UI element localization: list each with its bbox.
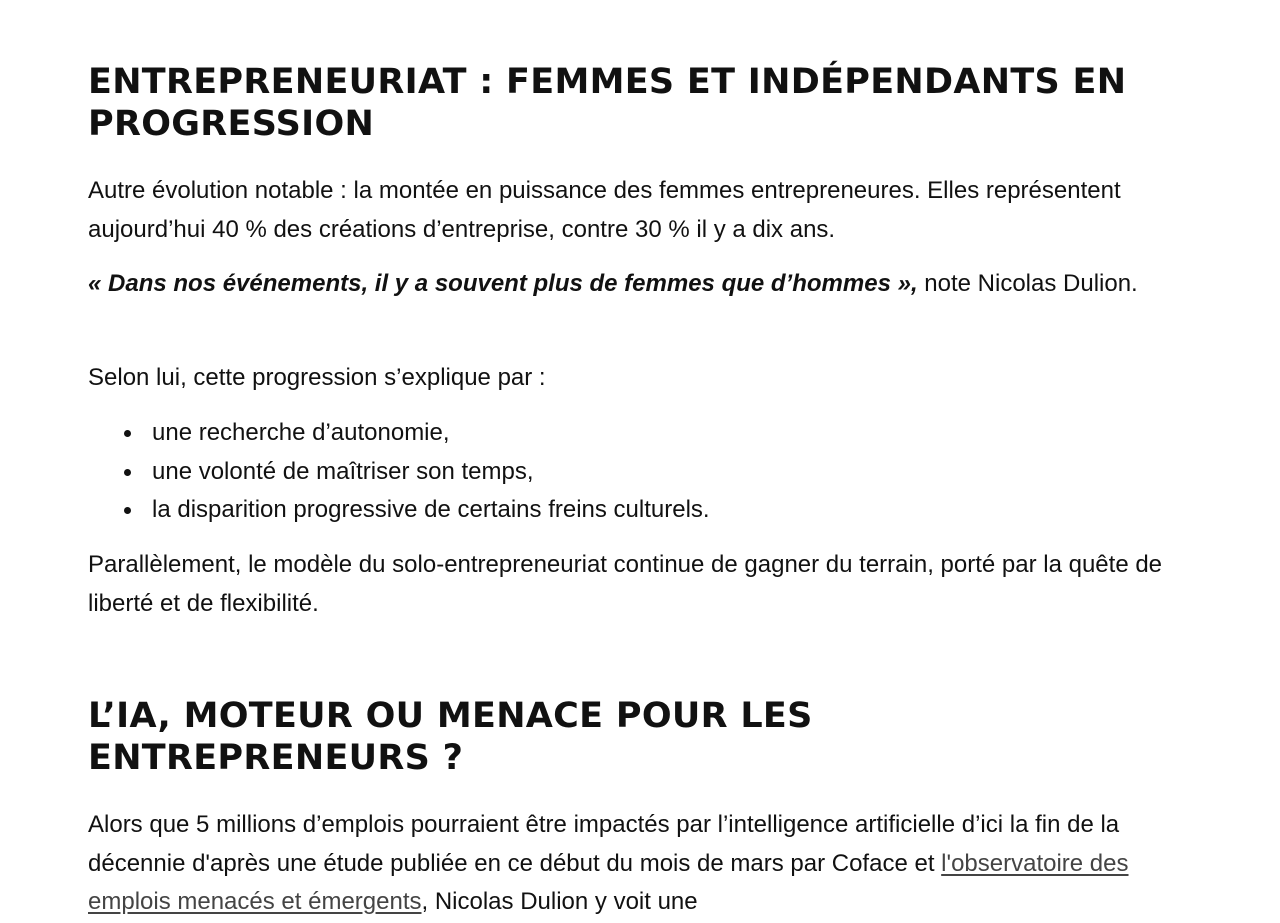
paragraph-solo-entrepreneuriat: Parallèlement, le modèle du solo-entrepreneuriat continue de gagner du terrain, porté par la quête de liberté et de flexibilité. (88, 551, 1163, 617)
section-heading-ia: L’IA, MOTEUR OU MENACE POUR LES ENTREPRENEURS ? (88, 696, 813, 778)
list-item: une volonté de maîtriser son temps, (152, 453, 710, 492)
quote-text: « Dans nos événements, il y a souvent plus de femmes que d’hommes », (88, 270, 918, 297)
list-item: la disparition progressive de certains freins culturels. (152, 491, 710, 530)
list-item: une recherche d’autonomie, (152, 414, 710, 453)
paragraph-ia-continuation: , Nicolas Dulion y voit une (421, 888, 698, 915)
paragraph-ia-text: Alors que 5 millions d’emplois pourraient être impactés par l’intelligence artificielle d’ici la fin de la décennie d'après une étude publiée en ce début du mois de mars par Coface et (88, 811, 1120, 877)
quote-paragraph (88, 265, 1193, 304)
reasons-list (88, 414, 710, 530)
paragraph-femmes-entrepreneures: Autre évolution notable : la montée en puissance des femmes entrepreneures. Elles représentent aujourd’hui 40 % des créations d’entreprise, contre 30 % il y a dix ans. (88, 177, 1121, 243)
quote-attribution: note Nicolas Dulion. (917, 270, 1138, 297)
section-heading-entrepreneuriat: ENTREPRENEURIAT : FEMMES ET INDÉPENDANTS EN PROGRESSION (88, 62, 1127, 144)
list-intro: Selon lui, cette progression s’explique par : (88, 364, 546, 391)
paragraph-ia (88, 806, 1198, 922)
observatoire-link[interactable]: l'observatoire des emplois menacés et émergents (88, 849, 1129, 915)
